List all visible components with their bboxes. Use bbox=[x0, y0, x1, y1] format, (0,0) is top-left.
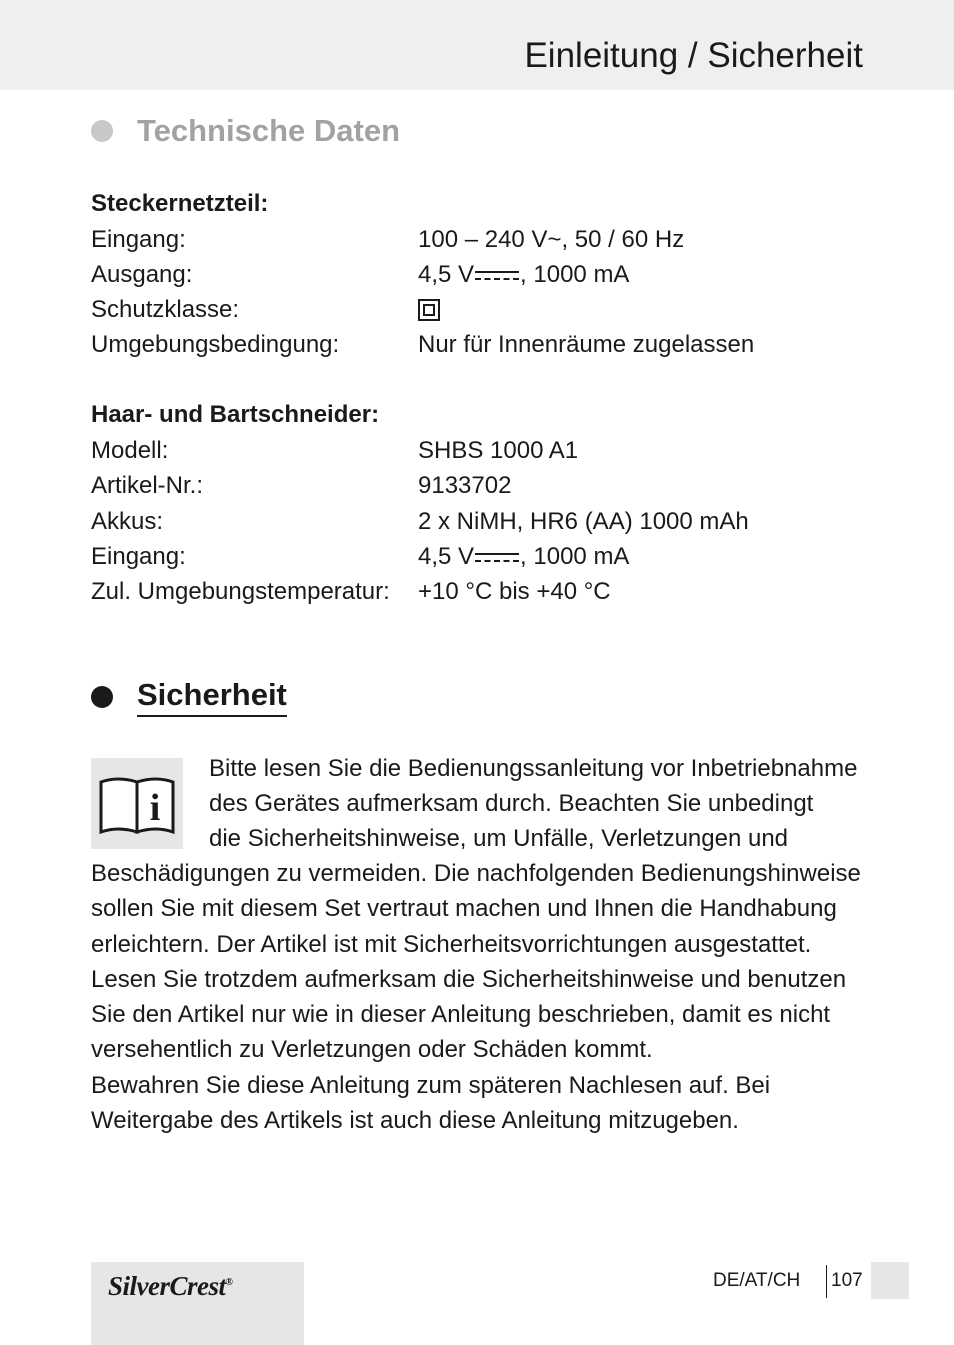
spec-value: +10 °C bis +40 °C bbox=[418, 578, 611, 605]
paragraph-line: Weitergabe des Artikels ist auch diese Anleitung mitzugeben. bbox=[91, 1107, 739, 1134]
paragraph-line: Beschädigungen zu vermeiden. Die nachfolgenden Bedienungshinweise bbox=[91, 860, 861, 887]
paragraph-line: Sie den Artikel nur wie in dieser Anleitung beschrieben, damit es nicht bbox=[91, 1001, 831, 1028]
svg-text:i: i bbox=[149, 787, 161, 829]
spec-row bbox=[91, 296, 851, 330]
spec-value bbox=[418, 543, 629, 571]
bullet-icon bbox=[91, 686, 113, 708]
paragraph-line: sollen Sie mit diesem Set vertraut machen und Ihnen die Handhabung bbox=[91, 895, 837, 922]
registered-mark: ® bbox=[225, 1277, 233, 1288]
spec-value: Nur für Innenräume zugelassen bbox=[418, 331, 755, 358]
spec-row bbox=[91, 437, 851, 471]
spec-label: Umgebungsbedingung: bbox=[91, 331, 340, 358]
spec-value: 100 – 240 V~, 50 / 60 Hz bbox=[418, 226, 685, 253]
spec-value: SHBS 1000 A1 bbox=[418, 437, 579, 464]
current-value: , 1000 mA bbox=[520, 543, 630, 570]
voltage-value: 4,5 V bbox=[418, 543, 475, 570]
spec-row bbox=[91, 331, 851, 365]
spec-row bbox=[91, 508, 851, 542]
spec-row bbox=[91, 543, 851, 577]
spec-row bbox=[91, 578, 851, 612]
power-supply-heading: Steckernetzteil: bbox=[91, 190, 269, 217]
manual-info-icon bbox=[91, 758, 183, 849]
spec-label: Eingang: bbox=[91, 226, 186, 253]
bullet-icon bbox=[91, 120, 113, 142]
spec-value: 9133702 bbox=[418, 472, 512, 499]
voltage-value: 4,5 V bbox=[418, 261, 475, 288]
paragraph-line: versehentlich zu Verletzungen oder Schäden kommt. bbox=[91, 1036, 653, 1063]
spec-label: Artikel-Nr.: bbox=[91, 472, 204, 499]
trimmer-heading: Haar- und Bartschneider: bbox=[91, 401, 380, 428]
paragraph-line: Bewahren Sie diese Anleitung zum späteren Nachlesen auf. Bei bbox=[91, 1072, 771, 1099]
spec-value bbox=[418, 261, 629, 289]
spec-row bbox=[91, 261, 851, 295]
brand-name: SilverCrest bbox=[108, 1271, 226, 1301]
page-title: Einleitung / Sicherheit bbox=[524, 36, 863, 75]
spec-label: Ausgang: bbox=[91, 261, 193, 288]
spec-row bbox=[91, 472, 851, 506]
spec-value bbox=[418, 296, 440, 324]
spec-label: Akkus: bbox=[91, 508, 164, 535]
paragraph-line: des Gerätes aufmerksam durch. Beachten Sie unbedingt bbox=[209, 790, 814, 817]
section-title: Sicherheit bbox=[137, 677, 287, 717]
spec-label: Schutzklasse: bbox=[91, 296, 240, 323]
footer-divider bbox=[826, 1265, 827, 1298]
dc-voltage-icon bbox=[475, 551, 519, 565]
section-heading-safety bbox=[91, 677, 287, 717]
spec-label: Zul. Umgebungstemperatur: bbox=[91, 578, 390, 605]
spec-row bbox=[91, 226, 851, 260]
country-codes: DE/AT/CH bbox=[713, 1270, 801, 1291]
section-heading-technical-data bbox=[91, 113, 400, 149]
section-title: Technische Daten bbox=[137, 113, 401, 148]
paragraph-line: Lesen Sie trotzdem aufmerksam die Sicherheitshinweise und benutzen bbox=[91, 966, 847, 993]
paragraph-line: Bitte lesen Sie die Bedienungssanleitung vor Inbetriebnahme bbox=[209, 755, 858, 782]
spec-value: 2 x NiMH, HR6 (AA) 1000 mAh bbox=[418, 508, 749, 535]
page-number: 107 bbox=[831, 1270, 863, 1291]
dc-voltage-icon bbox=[475, 269, 519, 283]
spec-label: Modell: bbox=[91, 437, 169, 464]
spec-label: Eingang: bbox=[91, 543, 186, 570]
protection-class-2-icon bbox=[418, 299, 440, 321]
footer-tab bbox=[871, 1262, 909, 1299]
current-value: , 1000 mA bbox=[520, 261, 630, 288]
paragraph-line: die Sicherheitshinweise, um Unfälle, Verletzungen und bbox=[209, 825, 789, 852]
brand-logo bbox=[91, 1262, 304, 1345]
paragraph-line: erleichtern. Der Artikel ist mit Sicherheitsvorrichtungen ausgestattet. bbox=[91, 931, 812, 958]
